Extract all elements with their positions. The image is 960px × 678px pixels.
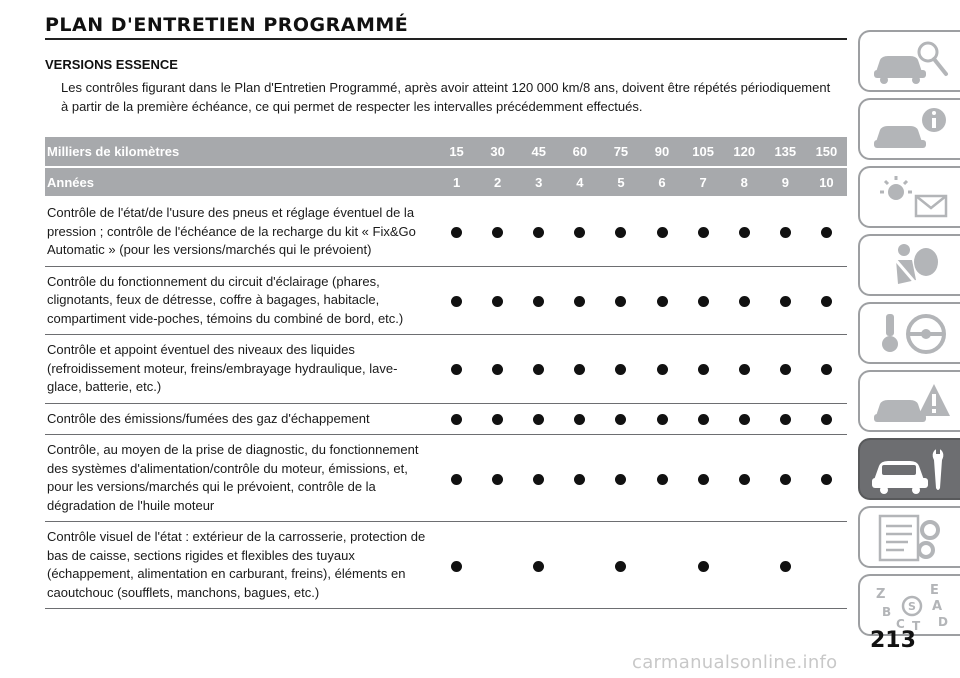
check-dot: [615, 227, 626, 238]
year-value: 9: [765, 167, 806, 197]
check-dot: [698, 414, 709, 425]
svg-text:B: B: [882, 605, 892, 619]
section-heading: VERSIONS ESSENCE: [45, 57, 178, 72]
km-value: 15: [436, 137, 477, 167]
year-value: 3: [518, 167, 559, 197]
interval-cell: [724, 335, 765, 404]
interval-cell: [436, 266, 477, 335]
interval-cell: [641, 335, 682, 404]
interval-cell: [806, 266, 847, 335]
interval-cell: [477, 266, 518, 335]
interval-cell: [765, 335, 806, 404]
svg-text:S: S: [908, 600, 916, 613]
tab-warning-lights[interactable]: [858, 166, 960, 228]
km-value: 105: [683, 137, 724, 167]
year-value: 4: [559, 167, 600, 197]
check-dot: [451, 227, 462, 238]
interval-cell: [518, 197, 559, 266]
check-dot: [821, 227, 832, 238]
check-dot: [615, 414, 626, 425]
year-value: 7: [683, 167, 724, 197]
check-dot: [698, 364, 709, 375]
interval-cell: [724, 522, 765, 609]
km-header-label: Milliers de kilomètres: [45, 137, 436, 167]
check-dot: [780, 364, 791, 375]
km-value: 45: [518, 137, 559, 167]
interval-cell: [683, 403, 724, 435]
interval-cell: [600, 266, 641, 335]
interval-cell: [683, 266, 724, 335]
check-dot: [533, 474, 544, 485]
tab-car-info[interactable]: [858, 98, 960, 160]
interval-cell: [765, 266, 806, 335]
table-row: [45, 197, 847, 266]
svg-text:A: A: [932, 599, 943, 614]
svg-text:D: D: [938, 615, 948, 629]
car-wrench-icon: [868, 444, 958, 496]
check-dot: [574, 364, 585, 375]
years-header-row: [45, 167, 847, 197]
interval-cell: [600, 522, 641, 609]
interval-cell: [518, 266, 559, 335]
check-dot: [657, 227, 668, 238]
check-dot: [739, 364, 750, 375]
interval-cell: [600, 335, 641, 404]
check-dot: [451, 474, 462, 485]
check-dot: [533, 561, 544, 572]
km-value: 60: [559, 137, 600, 167]
interval-cell: [477, 435, 518, 522]
airbag-seatbelt-icon: [868, 240, 958, 292]
tab-car-search[interactable]: [858, 30, 960, 92]
table-row: [45, 522, 847, 609]
interval-cell: [806, 335, 847, 404]
check-dot: [492, 296, 503, 307]
interval-cell: [806, 435, 847, 522]
tab-starting-driving[interactable]: [858, 302, 960, 364]
table-row: [45, 435, 847, 522]
interval-cell: [641, 435, 682, 522]
check-dot: [533, 364, 544, 375]
table-row: [45, 335, 847, 404]
km-value: 120: [724, 137, 765, 167]
km-value: 30: [477, 137, 518, 167]
interval-cell: [641, 522, 682, 609]
car-info-icon: [868, 104, 958, 156]
check-dot: [698, 227, 709, 238]
check-dot: [657, 474, 668, 485]
check-dot: [615, 364, 626, 375]
interval-cell: [641, 197, 682, 266]
interval-cell: [477, 335, 518, 404]
km-value: 150: [806, 137, 847, 167]
check-dot: [780, 474, 791, 485]
check-dot: [615, 296, 626, 307]
specifications-gear-icon: [868, 512, 958, 564]
interval-cell: [559, 197, 600, 266]
check-description: Contrôle et appoint éventuel des niveaux des liquides (refroidissement moteur, freins/embrayage hydraulique, lave-glace, batterie, etc.): [45, 335, 436, 404]
interval-cell: [765, 403, 806, 435]
svg-text:E: E: [930, 583, 939, 598]
check-dot: [739, 227, 750, 238]
svg-text:Z: Z: [876, 587, 886, 602]
check-dot: [615, 561, 626, 572]
interval-cell: [765, 435, 806, 522]
table-row: [45, 403, 847, 435]
interval-cell: [477, 403, 518, 435]
table-row: [45, 266, 847, 335]
check-description: Contrôle de l'état/de l'usure des pneus et réglage éventuel de la pression ; contrôle de l'échéance de la recharge du kit « Fix&Go Automatic » (pour les versions/marchés qui le prévoient): [45, 197, 436, 266]
check-dot: [780, 296, 791, 307]
interval-cell: [683, 435, 724, 522]
check-dot: [574, 414, 585, 425]
check-dot: [451, 364, 462, 375]
km-header-row: [45, 137, 847, 167]
interval-cell: [518, 522, 559, 609]
watermark: carmanualsonline.info: [632, 652, 838, 673]
interval-cell: [683, 197, 724, 266]
tab-emergency[interactable]: [858, 370, 960, 432]
check-dot: [821, 364, 832, 375]
interval-cell: [600, 403, 641, 435]
svg-text:C: C: [896, 617, 905, 631]
check-dot: [451, 561, 462, 572]
check-dot: [780, 227, 791, 238]
interval-cell: [683, 335, 724, 404]
check-dot: [615, 474, 626, 485]
check-dot: [698, 296, 709, 307]
interval-cell: [518, 403, 559, 435]
check-dot: [533, 414, 544, 425]
interval-cell: [724, 435, 765, 522]
alphabetical-index-icon: [868, 580, 958, 632]
interval-cell: [806, 522, 847, 609]
check-dot: [657, 364, 668, 375]
interval-cell: [765, 522, 806, 609]
interval-cell: [559, 335, 600, 404]
warning-light-message-icon: [868, 172, 958, 224]
title-rule: [45, 38, 847, 40]
interval-cell: [765, 197, 806, 266]
km-value: 75: [600, 137, 641, 167]
year-value: 6: [641, 167, 682, 197]
car-search-icon: [868, 36, 958, 88]
interval-cell: [436, 335, 477, 404]
interval-cell: [436, 403, 477, 435]
check-dot: [780, 561, 791, 572]
interval-cell: [600, 197, 641, 266]
intro-paragraph: Les contrôles figurant dans le Plan d'Entretien Programmé, après avoir atteint 120 000 km/8 ans, doivent être répétés périodiquement à partir de la première échéance, ce qui permet de respecter les intervalles précédemment effectués.: [61, 80, 831, 114]
interval-cell: [436, 522, 477, 609]
interval-cell: [724, 403, 765, 435]
interval-cell: [559, 403, 600, 435]
interval-cell: [683, 522, 724, 609]
check-dot: [492, 474, 503, 485]
check-dot: [574, 227, 585, 238]
tab-maintenance[interactable]: [858, 438, 960, 500]
check-dot: [492, 414, 503, 425]
page-number: 213: [870, 628, 916, 653]
check-dot: [698, 474, 709, 485]
year-value: 8: [724, 167, 765, 197]
interval-cell: [436, 197, 477, 266]
check-dot: [739, 296, 750, 307]
check-dot: [739, 474, 750, 485]
interval-cell: [724, 197, 765, 266]
tab-safety[interactable]: [858, 234, 960, 296]
interval-cell: [436, 435, 477, 522]
interval-cell: [518, 335, 559, 404]
year-value: 2: [477, 167, 518, 197]
check-dot: [698, 561, 709, 572]
key-steering-wheel-icon: [868, 308, 958, 360]
breakdown-icon: [868, 376, 958, 428]
interval-cell: [641, 266, 682, 335]
interval-cell: [724, 266, 765, 335]
interval-cell: [518, 435, 559, 522]
check-dot: [492, 227, 503, 238]
interval-cell: [806, 403, 847, 435]
check-dot: [451, 414, 462, 425]
check-dot: [657, 296, 668, 307]
maintenance-schedule-table: [45, 137, 847, 609]
check-description: Contrôle du fonctionnement du circuit d'éclairage (phares, clignotants, feux de détresse, coffre à bagages, habitacle, compartiment vide-poches, témoins du combiné de bord, etc.): [45, 266, 436, 335]
interval-cell: [559, 522, 600, 609]
check-dot: [533, 296, 544, 307]
check-dot: [574, 296, 585, 307]
interval-cell: [477, 522, 518, 609]
interval-cell: [806, 197, 847, 266]
check-dot: [657, 414, 668, 425]
years-header-label: Années: [45, 167, 436, 197]
check-dot: [451, 296, 462, 307]
interval-cell: [559, 266, 600, 335]
check-description: Contrôle, au moyen de la prise de diagnostic, du fonctionnement des systèmes d'alimentation/contrôle du moteur, émissions, et, pour les versions/marchés qui le prévoient, contrôle de la dégradation de l'huile moteur: [45, 435, 436, 522]
year-value: 10: [806, 167, 847, 197]
km-value: 90: [641, 137, 682, 167]
interval-cell: [600, 435, 641, 522]
check-description: Contrôle des émissions/fumées des gaz d'échappement: [45, 403, 436, 435]
check-description: Contrôle visuel de l'état : extérieur de la carrosserie, protection de bas de caisse, sections rigides et flexibles des tuyaux (échappement, alimentation en carburant, freins), éléments en caoutchouc (soufflets, manchons, bagues, etc.): [45, 522, 436, 609]
interval-cell: [641, 403, 682, 435]
year-value: 1: [436, 167, 477, 197]
check-dot: [821, 474, 832, 485]
check-dot: [821, 296, 832, 307]
check-dot: [780, 414, 791, 425]
check-dot: [492, 364, 503, 375]
check-dot: [821, 414, 832, 425]
km-value: 135: [765, 137, 806, 167]
check-dot: [574, 474, 585, 485]
year-value: 5: [600, 167, 641, 197]
check-dot: [739, 414, 750, 425]
interval-cell: [559, 435, 600, 522]
interval-cell: [477, 197, 518, 266]
page-title: PLAN D'ENTRETIEN PROGRAMMÉ: [45, 14, 409, 36]
check-dot: [533, 227, 544, 238]
svg-text:T: T: [912, 619, 921, 632]
tab-index[interactable]: [858, 574, 960, 636]
tab-technical-specs[interactable]: [858, 506, 960, 568]
